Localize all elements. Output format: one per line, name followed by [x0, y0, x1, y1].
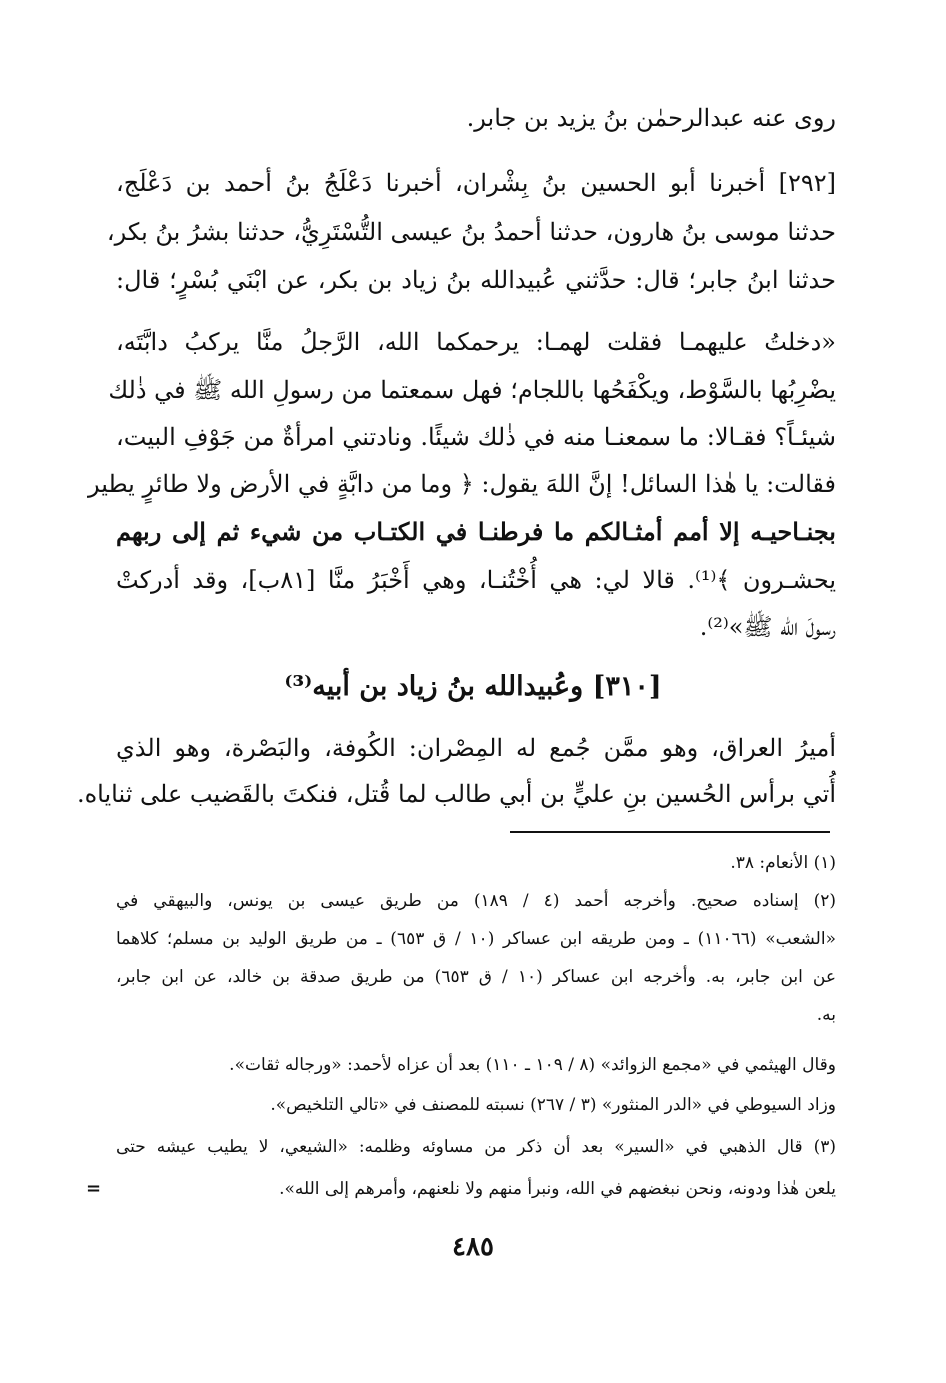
narration-line: يحشـرون ﴾⁽¹⁾. قالا لي: هي أُخْتُنـا، وهي أَخْبَرُ منَّا [٨١ب]، وقد أدركتْ: [116, 566, 837, 594]
narration-line: «دخلتُ عليهمـا فقلت لهمـا: يرحمكما الله، الرَّجلُ منَّا يركبُ دابَّتَه،: [116, 328, 836, 356]
footnote-line: (٣) قال الذهبي في «السير» بعد أن ذكر من مساوئه وظلمه: «الشيعي، لا يطيب عيشه حتى: [116, 1137, 836, 1157]
intro-line: روى عنه عبدالرحمٰن بنُ يزيد بن جابر.: [466, 104, 836, 132]
footnote-line: عن ابن جابر، به. وأخرجه ابن عساكر (١٠ / ق ٦٥٣) من طريق صدقة بن خالد، عن ابن جابر،: [116, 967, 836, 987]
footnote-line: (٢) إسناده صحيح. وأخرجه أحمد (٤ / ١٨٩) من طريق عيسى بن يونس، والبيهقي في: [116, 891, 836, 911]
footnote-line: يلعن هٰذا ودونه، ونحن نبغضهم في الله، ونبرأ منهم ولا نلعنهم، وأمرهم إلى الله».: [279, 1179, 836, 1199]
footnote-divider: [510, 831, 830, 833]
continuation-mark: =: [86, 1178, 102, 1199]
footnote-line: به.: [816, 1005, 836, 1025]
entry-292-line: حدثنا موسى بنُ هارون، حدثنا أحمدُ بنُ عيسى التُّسْتَرِيُّ، حدثنا بشرُ بنُ بكر،: [106, 218, 836, 246]
footnote-line: «الشعب» (١١٠٦٦) ـ ومن طريقه ابن عساكر (١٠ / ق ٦٥٣) ـ من طريق الوليد بن مسلم؛ كلاهما: [116, 929, 836, 949]
narration-line: يضْرِبُها بالسَّوْط، ويكْفَحُها باللجام؛ فهل سمعتما من رسولِ الله ﷺ في ذٰلك: [108, 376, 836, 404]
narration-line: بجنـاحيـه إلا أمم أمثـالكم ما فرطنـا في الكتـاب من شيء ثم إلى ربهم: [116, 517, 836, 546]
section-body-line: أُتي برأس الحُسين بنِ عليٍّ بن أبي طالب لما قُتل، فنكتَ بالقَضيب على ثناياه.: [76, 780, 836, 808]
narration-line: رسولَ الله ﷺ»⁽²⁾.: [699, 613, 836, 641]
entry-292-line: [٢٩٢] أخبرنا أبو الحسين بنُ بِشْران، أخبرنا دَعْلَجُ بنُ أحمد بن دَعْلَج،: [116, 169, 836, 197]
section-heading: [٣١٠] وعُبيدالله بنُ زياد بن أبيه⁽³⁾: [284, 671, 662, 702]
page-number: ٤٨٥: [452, 1232, 494, 1262]
narration-line: فقالت: يا هٰذا السائل! إنَّ اللهَ يقول: ﴿ وما من دابَّةٍ في الأرض ولا طائرٍ يطير: [87, 470, 836, 498]
section-body-line: أميرُ العراق، وهو ممَّن جُمع له المِصْران: الكُوفة، والبَصْرة، وهو الذي: [116, 734, 836, 762]
footnote-line: وقال الهيثمي في «مجمع الزوائد» (٨ / ١٠٩ ـ ١١٠) بعد أن عزاه لأحمد: «ورجاله ثقات».: [229, 1055, 836, 1075]
narration-line: شيئـاً؟ فقـالا: ما سمعنـا منه في ذٰلك شيئًا. ونادتني امرأةٌ من جَوْفِ البيت،: [116, 423, 836, 451]
footnote-line: (١) الأنعام: ٣٨.: [730, 853, 836, 873]
entry-292-line: حدثنا ابنُ جابر؛ قال: حدَّثني عُبيدالله بنُ زياد بن بكر، عن ابْنَي بُسْرٍ؛ قال:: [116, 266, 836, 294]
footnote-line: وزاد السيوطي في «الدر المنثور» (٣ / ٢٦٧) نسبته للمصنف في «تالي التلخيص».: [270, 1095, 836, 1115]
